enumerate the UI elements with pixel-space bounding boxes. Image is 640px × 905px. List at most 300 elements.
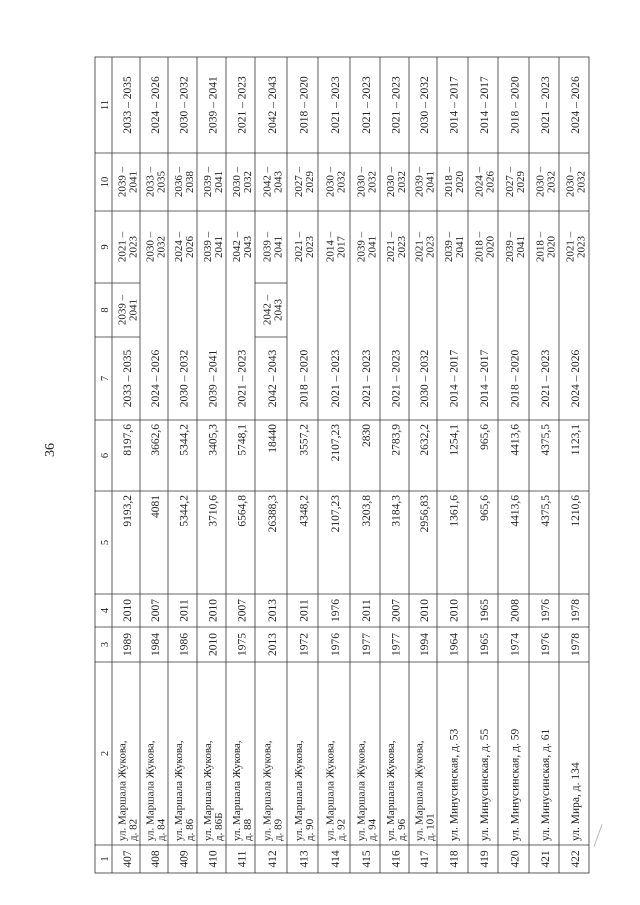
cell-c1: 416 — [390, 850, 403, 868]
cell-c6: 2830 — [361, 424, 374, 447]
cell-c6: 4375,5 — [540, 424, 553, 456]
cell-c10: 2024 – — [473, 166, 486, 198]
cell — [355, 166, 378, 197]
cell-c10: 2041 — [127, 171, 140, 193]
cell-c6: 965,6 — [479, 424, 492, 450]
cell — [208, 633, 220, 656]
header-cell — [100, 244, 111, 249]
table-row — [413, 76, 436, 868]
cell-c4: 2010 — [122, 599, 135, 622]
cell-c7: 2030 – 2032 — [419, 349, 432, 408]
cell-c10: 2033 – — [144, 166, 157, 198]
cell — [449, 633, 461, 656]
cell-c7: 2030 – 2032 — [178, 349, 191, 408]
cell-c8: 2041 — [127, 299, 140, 321]
cell-c11: 2042 – 2043 — [267, 76, 280, 134]
cell-c2: ул. Маршала Жукова, — [324, 740, 337, 841]
cell — [150, 633, 162, 656]
cell-c10: 2043 — [272, 171, 285, 193]
cell-c4: 2008 — [509, 599, 522, 622]
cell — [330, 350, 342, 408]
cell-c2: д. 82 — [127, 818, 140, 841]
cell — [540, 729, 552, 841]
cell-c5: 3710,6 — [207, 495, 220, 527]
cell-c9: 2023 — [424, 236, 437, 258]
cell — [473, 231, 496, 262]
cell-c10: 2030 – — [384, 166, 397, 198]
cell — [449, 495, 461, 527]
cell-c11: 2033 – 2035 — [122, 76, 135, 134]
cell-c1: 412 — [267, 850, 280, 868]
cell-c10: 2035 — [155, 171, 168, 193]
cell-c9: 2021 – — [292, 231, 305, 263]
cell-c6: 5748,1 — [236, 424, 249, 456]
cell-c9: 2017 — [335, 236, 348, 258]
cell-c2: ул. Маршала Жукова, — [116, 740, 129, 841]
cell — [479, 599, 491, 622]
cell — [504, 231, 527, 262]
cell-c9: 2021 – — [564, 231, 577, 263]
cell-c4: 2011 — [178, 599, 191, 622]
cell-c9: 2021 – — [384, 231, 397, 263]
cell — [150, 76, 162, 134]
cell-c5: 1210,6 — [570, 495, 583, 527]
cell-c11: 2018 – 2020 — [509, 76, 522, 134]
cell-c4: 2010 — [207, 599, 220, 622]
cell — [564, 166, 587, 197]
cell-c5: 3184,3 — [390, 495, 403, 527]
cell — [299, 350, 311, 408]
cell-c4: 2010 — [448, 599, 461, 622]
cell — [202, 231, 225, 262]
cell-c1: 421 — [540, 850, 553, 868]
cell — [299, 495, 311, 527]
cell-c10: 2018 – — [442, 166, 455, 198]
cell — [122, 424, 134, 456]
cell-c10: 2027 – — [292, 166, 305, 198]
cell — [231, 166, 254, 197]
cell-c2: ул. Маршала Жукова, — [230, 740, 243, 841]
cell — [173, 231, 196, 262]
cell-c9: 2023 — [575, 236, 588, 258]
cell-c9: 2039 – — [201, 231, 214, 263]
cell — [504, 166, 527, 197]
cell — [144, 231, 167, 262]
cell-c9: 2041 — [212, 236, 225, 258]
cell — [179, 350, 191, 408]
cell — [330, 495, 342, 533]
cell-c7: 2021 – 2023 — [540, 349, 553, 408]
cell-c2: ул. Маршала Жукова, — [355, 740, 368, 841]
cell — [534, 231, 557, 262]
header-cell — [100, 376, 111, 381]
cell — [510, 495, 522, 527]
cell — [419, 850, 431, 868]
cell-c5: 26388,3 — [267, 495, 280, 533]
cell-c5: 4375,5 — [540, 495, 553, 527]
cell-c5: 6564,8 — [236, 495, 249, 527]
cell — [391, 599, 403, 622]
cell — [510, 599, 522, 622]
cell — [385, 166, 408, 197]
cell-c10: 2030 – — [230, 166, 243, 198]
cell — [479, 424, 491, 450]
cell-c9: 2041 — [366, 236, 379, 258]
cell — [540, 599, 552, 622]
cell — [540, 350, 552, 408]
cell-c7: 2021 – 2023 — [330, 349, 343, 408]
column-header: 6 — [100, 452, 112, 459]
header-cell — [100, 642, 111, 647]
cell-c4: 1976 — [330, 599, 343, 622]
cell-c3: 1977 — [361, 633, 374, 656]
cell-c5: 2107,23 — [330, 495, 343, 533]
cell-c2: д. 86Б — [212, 812, 225, 841]
cell-c4: 2007 — [390, 599, 403, 622]
cell — [173, 166, 196, 197]
cell-c10: 2029 — [514, 171, 527, 193]
cell — [324, 231, 347, 262]
cell — [261, 294, 284, 325]
cell — [150, 424, 162, 456]
cell-c1: 409 — [178, 850, 191, 868]
cell-c10: 2032 — [366, 171, 379, 193]
cell — [267, 599, 279, 622]
cell-c3: 1972 — [298, 633, 311, 656]
cell-c9: 2039 – — [503, 231, 516, 263]
cell — [479, 350, 491, 408]
cell — [122, 633, 134, 656]
cell — [449, 76, 461, 134]
cell — [237, 76, 249, 134]
cell-c2: ул. Маршала Жукова, — [261, 740, 274, 841]
cell-c10: 2030 – — [534, 166, 547, 198]
cell — [330, 633, 342, 656]
cell-c1: 408 — [150, 850, 163, 868]
cell — [540, 424, 552, 456]
cell-c3: 1976 — [330, 633, 343, 656]
cell-c4: 2011 — [361, 599, 374, 622]
cell-c1: 417 — [419, 850, 432, 868]
cell — [299, 633, 311, 656]
cell-c5: 1361,6 — [448, 495, 461, 527]
column-header: 4 — [100, 607, 112, 614]
cell-c9: 2020 — [545, 236, 558, 258]
cell — [208, 424, 220, 456]
cell — [570, 350, 582, 408]
cell — [144, 740, 167, 841]
cell — [449, 424, 461, 456]
cell — [293, 231, 316, 262]
table-row — [202, 76, 225, 868]
cell — [330, 76, 342, 134]
cell-c7: 2021 – 2023 — [390, 349, 403, 408]
cell-c1: 410 — [207, 850, 220, 868]
cell-c6: 8197,6 — [122, 424, 135, 456]
cell-c2: д. 94 — [366, 818, 379, 841]
cell — [443, 166, 466, 197]
column-header: 9 — [100, 244, 112, 250]
cell — [391, 350, 403, 408]
cell-c7: 2014 – 2017 — [479, 349, 492, 408]
cell — [237, 850, 249, 867]
cell — [355, 231, 378, 262]
cell-c8: 2039 – — [116, 294, 129, 326]
cell — [510, 633, 522, 656]
cell-c11: 2039 – 2041 — [207, 76, 220, 134]
cell-c5: 4348,2 — [298, 495, 311, 527]
cell — [361, 633, 373, 656]
cell-c1: 418 — [448, 850, 461, 868]
page-number: 36 — [43, 443, 58, 457]
cell-c11: 2021 – 2023 — [540, 76, 553, 134]
cell — [330, 424, 342, 462]
header-cell — [100, 307, 111, 312]
cell — [261, 740, 284, 841]
cell — [391, 76, 403, 134]
cell-c2: ул. Маршала Жукова, — [201, 740, 214, 841]
cell — [413, 231, 436, 262]
table-row — [144, 76, 167, 868]
cell-c7: 2018 – 2020 — [509, 349, 522, 408]
cell — [150, 599, 162, 622]
cell-c10: 2030 – — [355, 166, 368, 198]
cell — [324, 166, 347, 197]
cell-c2: д. 84 — [155, 818, 168, 841]
cell — [173, 740, 196, 841]
cell-c4: 2013 — [267, 599, 280, 622]
cell — [122, 599, 134, 622]
table-row — [504, 76, 527, 868]
header-cell — [100, 751, 111, 756]
header-cell — [100, 540, 111, 545]
cell-c9: 2041 — [514, 236, 527, 258]
table-row — [564, 76, 587, 868]
cell — [534, 166, 557, 197]
cell — [116, 166, 139, 197]
cell-c9: 2020 — [484, 236, 497, 258]
header-cell — [100, 453, 111, 458]
cell-c9: 2039 – — [355, 231, 368, 263]
cell-c9: 2024 – — [172, 231, 185, 263]
header-cell — [100, 856, 111, 861]
cell — [449, 599, 461, 622]
cell — [208, 350, 220, 408]
cell-c4: 2007 — [150, 599, 163, 622]
cell-c1: 415 — [361, 850, 374, 868]
cell-c1: 414 — [330, 850, 343, 868]
cell-c9: 2039 – — [261, 231, 274, 263]
cell-c10: 2027 – — [503, 166, 516, 198]
cell — [299, 424, 311, 456]
cell — [237, 424, 249, 456]
cell-c4: 2011 — [298, 599, 311, 622]
cell — [479, 633, 491, 656]
cell — [237, 599, 249, 622]
cell — [510, 76, 522, 134]
cell-c10: 2039 – — [116, 166, 129, 198]
cell-c7: 2042 – 2043 — [267, 349, 280, 408]
cell — [267, 850, 279, 868]
cell — [267, 424, 279, 453]
cell-c5: 2956,83 — [419, 495, 432, 533]
cell-c11: 2021 – 2023 — [390, 76, 403, 134]
column-header: 11 — [100, 99, 112, 111]
cell-c6: 18440 — [267, 424, 280, 453]
cell-c3: 1975 — [236, 633, 249, 656]
cell — [237, 633, 249, 656]
cell-c6: 2107,23 — [330, 424, 343, 462]
cell — [449, 350, 461, 408]
cell — [324, 740, 347, 841]
cell-c3: 1976 — [540, 633, 553, 656]
cell-c9: 2041 — [453, 236, 466, 258]
cell-c10: 2041 — [424, 171, 437, 193]
cell — [361, 350, 373, 408]
column-header: 2 — [100, 750, 112, 757]
cell-c1: 419 — [479, 850, 492, 868]
cell-c6: 3557,2 — [298, 424, 311, 456]
column-header: 10 — [100, 176, 112, 188]
cell-c7: 2014 – 2017 — [448, 349, 461, 408]
cell — [116, 231, 139, 262]
cell — [179, 424, 191, 456]
cell — [299, 599, 311, 622]
cell-c10: 2032 — [545, 171, 558, 193]
cell — [540, 850, 552, 868]
cell-c6: 1254,1 — [448, 424, 461, 456]
cell — [443, 231, 466, 262]
cell-c3: 2013 — [267, 633, 280, 656]
cell-c2: д. 101 — [424, 813, 437, 841]
cell-c9: 2041 — [272, 236, 285, 258]
cell-c2: ул. Маршала Жукова, — [384, 740, 397, 841]
cell-c9: 2014 – — [324, 231, 337, 263]
cell-c11: 2024 – 2026 — [570, 76, 583, 134]
cell — [293, 740, 316, 841]
cell-c6: 3662,6 — [150, 424, 163, 456]
cell-c6: 4413,6 — [509, 424, 522, 456]
cell — [179, 850, 191, 868]
cell-c11: 2021 – 2023 — [330, 76, 343, 134]
cell-c11: 2018 – 2020 — [298, 76, 311, 134]
cell-c2: ул. Минусинская, д. 53 — [448, 728, 461, 841]
cell-c7: 2021 – 2023 — [236, 349, 249, 408]
cell-c10: 2020 — [453, 171, 466, 193]
cell-c7: 2024 – 2026 — [150, 349, 163, 408]
cell — [122, 850, 134, 868]
cell — [510, 729, 522, 841]
cell — [299, 76, 311, 134]
cell — [413, 740, 436, 841]
cell-c2: ул. Мира, д. 134 — [570, 762, 583, 841]
cell-c2: д. 92 — [335, 818, 348, 841]
cell — [179, 633, 191, 656]
column-header: 7 — [100, 375, 112, 382]
table-row — [443, 76, 466, 868]
table-row — [355, 76, 378, 868]
cell — [419, 633, 431, 656]
cell-c6: 3405,3 — [207, 424, 220, 456]
cell — [150, 850, 162, 868]
cell — [449, 729, 461, 841]
cell-c3: 2010 — [207, 633, 220, 656]
cell — [473, 166, 496, 197]
cell-c3: 1978 — [570, 633, 583, 656]
cell-c10: 2032 — [335, 171, 348, 193]
cell — [479, 495, 491, 521]
cell — [237, 495, 249, 527]
cell — [391, 633, 403, 656]
cell-c9: 2042 – — [230, 231, 243, 263]
cell-c2: ул. Маршала Жукова, — [144, 740, 157, 841]
cell-c1: 422 — [570, 850, 583, 868]
cell-c3: 1974 — [509, 633, 522, 656]
cell-c5: 965,6 — [479, 495, 492, 521]
cell — [116, 294, 139, 325]
cell-c10: 2041 — [212, 171, 225, 193]
cell-c2: д. 88 — [241, 818, 254, 841]
cell — [361, 599, 373, 622]
cell — [419, 495, 431, 533]
cell — [330, 599, 342, 622]
cell-c1: 420 — [509, 850, 522, 868]
cell-c2: ул. Маршала Жукова, — [172, 740, 185, 841]
cell-c2: д. 86 — [183, 818, 196, 841]
cell — [385, 231, 408, 262]
cell — [391, 424, 403, 456]
cell-c2: ул. Маршала Жукова, — [292, 740, 305, 841]
table-row — [231, 76, 254, 867]
table-row — [173, 76, 196, 868]
cell — [570, 424, 582, 455]
cell — [540, 495, 552, 527]
cell — [570, 762, 582, 841]
cell — [479, 76, 491, 134]
cell-c2: ул. Минусинская, д. 61 — [540, 728, 553, 841]
cell-c11: 2030 – 2032 — [178, 76, 191, 134]
cell-c9: 2043 — [241, 236, 254, 258]
cell — [122, 495, 134, 527]
table-row — [534, 76, 557, 868]
cell-c2: ул. Минусинская, д. 55 — [479, 728, 492, 841]
cell-c6: 2783,9 — [390, 424, 403, 456]
cell — [202, 740, 225, 841]
cell — [570, 495, 582, 527]
cell — [564, 231, 587, 262]
cell-c6: 2632,2 — [419, 424, 432, 456]
cell-c1: 411 — [236, 850, 249, 868]
cell — [510, 350, 522, 408]
cell-c9: 2021 – — [116, 231, 129, 263]
cell-c9: 2018 – — [473, 231, 486, 263]
cell — [267, 350, 279, 408]
table-row — [261, 76, 284, 868]
cell-c1: 407 — [122, 850, 135, 868]
cell — [385, 740, 408, 841]
cell — [208, 76, 220, 134]
cell — [361, 424, 373, 447]
cell-c10: 2042 – — [261, 166, 274, 198]
cell — [540, 76, 552, 134]
cell — [237, 350, 249, 408]
cell-c8: 2043 — [272, 299, 285, 321]
cell-c11: 2014 – 2017 — [448, 76, 461, 134]
cell-c9: 2023 — [127, 236, 140, 258]
cell — [150, 495, 162, 518]
cell — [361, 850, 373, 868]
cell-c3: 1984 — [150, 633, 163, 656]
